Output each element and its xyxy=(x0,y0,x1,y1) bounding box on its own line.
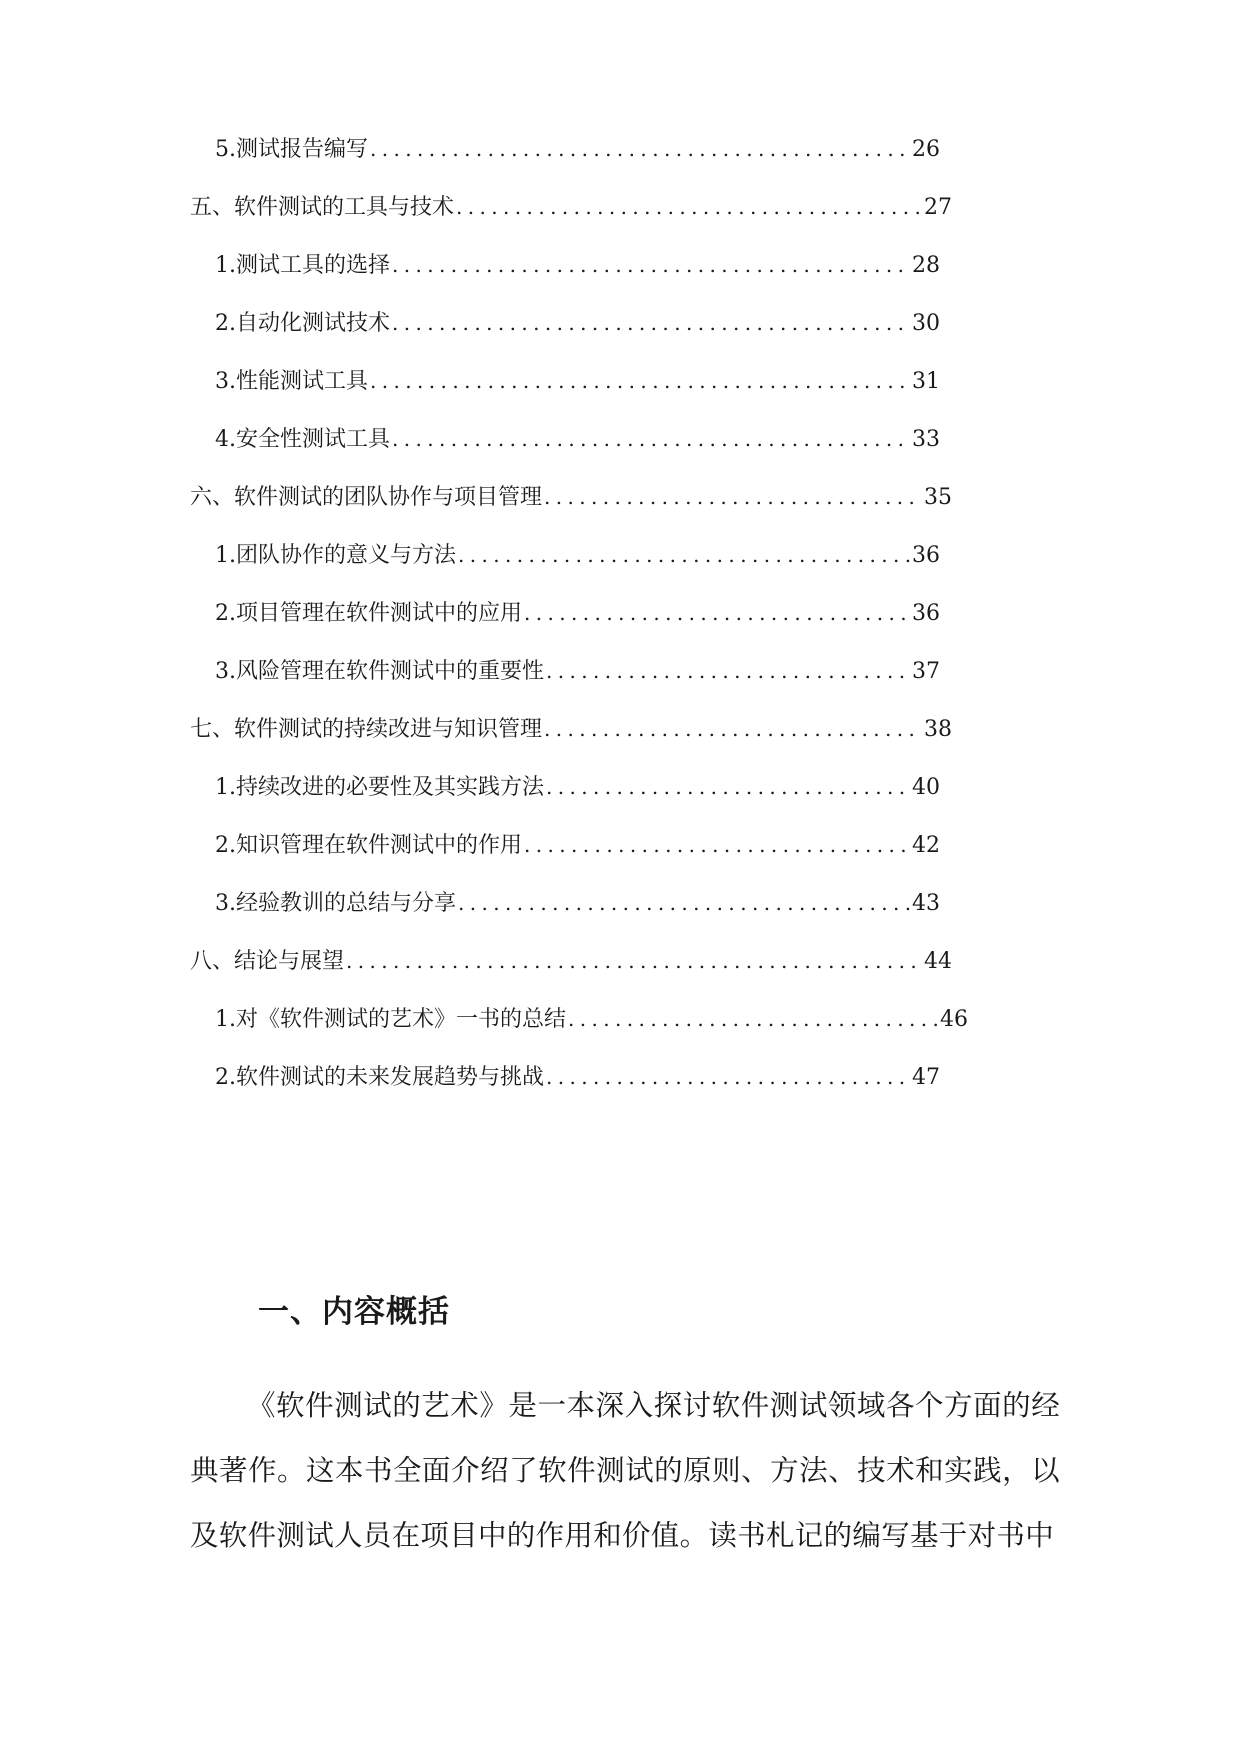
toc-entry-number: 3. xyxy=(215,891,236,916)
toc-entry-page-number: 43 xyxy=(912,891,940,916)
toc-entry-label: 测试报告编写 xyxy=(236,137,369,162)
toc-dot-leader xyxy=(542,711,922,747)
toc-entry[interactable] xyxy=(190,479,952,515)
toc-entry-number: 1. xyxy=(215,543,236,568)
section-paragraph: 《软件测试的艺术》是一本深入探讨软件测试领域各个方面的经典著作。这本书全面介绍了软件测试的原则、方法、技术和实践，以及软件测试人员在项目中的作用和价值。读书札记的编写基于对书中 xyxy=(190,1389,1060,1552)
toc-dot-leader xyxy=(390,247,910,283)
toc-entry-page-number: 27 xyxy=(924,195,952,220)
toc-entry-number: 3. xyxy=(215,659,236,684)
toc-entry-page-number: 42 xyxy=(912,833,940,858)
toc-entry-number: 1. xyxy=(215,1007,236,1032)
toc-entry-page-number: 44 xyxy=(924,949,952,974)
toc-entry-label: 知识管理在软件测试中的作用 xyxy=(236,833,523,858)
toc-entry-page-number: 36 xyxy=(912,543,940,568)
toc-entry-page-number: 40 xyxy=(912,775,940,800)
toc-entry[interactable] xyxy=(215,885,940,921)
toc-entry-number: 2. xyxy=(215,833,236,858)
toc-dot-leader xyxy=(544,1059,910,1095)
toc-entry[interactable] xyxy=(215,827,940,863)
toc-entry-number: 1. xyxy=(215,253,236,278)
toc-entry-label: 六、软件测试的团队协作与项目管理 xyxy=(190,485,543,510)
toc-dot-leader xyxy=(344,943,922,979)
toc-entry-page-number: 31 xyxy=(912,369,940,394)
toc-entry-label: 自动化测试技术 xyxy=(236,311,391,336)
toc-entry[interactable] xyxy=(190,711,952,747)
toc-entry-label: 对《软件测试的艺术》一书的总结 xyxy=(236,1007,567,1032)
toc-dot-leader xyxy=(544,653,910,689)
toc-entry[interactable] xyxy=(215,247,940,283)
section-heading: 一、内容概括 xyxy=(258,1294,450,1330)
toc-dot-leader xyxy=(544,769,910,805)
toc-entry-label: 七、软件测试的持续改进与知识管理 xyxy=(190,717,543,742)
toc-entry-label: 测试工具的选择 xyxy=(236,253,391,278)
toc-entry-page-number: 26 xyxy=(912,137,940,162)
toc-entry-label: 持续改进的必要性及其实践方法 xyxy=(236,775,545,800)
toc-entry-page-number: 30 xyxy=(912,311,940,336)
toc-dot-leader xyxy=(566,1001,938,1037)
toc-entry-label: 安全性测试工具 xyxy=(236,427,391,452)
toc-entry-number: 2. xyxy=(215,601,236,626)
toc-dot-leader xyxy=(456,537,910,573)
toc-entry[interactable] xyxy=(215,131,940,167)
toc-dot-leader xyxy=(522,827,910,863)
toc-dot-leader xyxy=(454,189,922,225)
toc-entry-label: 风险管理在软件测试中的重要性 xyxy=(236,659,545,684)
toc-entry-page-number: 46 xyxy=(940,1007,968,1032)
toc-dot-leader xyxy=(390,305,910,341)
toc-entry-label: 团队协作的意义与方法 xyxy=(236,543,457,568)
toc-entry-label: 八、结论与展望 xyxy=(190,949,345,974)
toc-dot-leader xyxy=(368,363,910,399)
toc-entry-number: 2. xyxy=(215,1065,236,1090)
toc-entry-label: 项目管理在软件测试中的应用 xyxy=(236,601,523,626)
toc-entry[interactable] xyxy=(215,653,940,689)
toc-dot-leader xyxy=(456,885,910,921)
toc-entry-page-number: 47 xyxy=(912,1065,940,1090)
toc-entry-label: 五、软件测试的工具与技术 xyxy=(190,195,455,220)
toc-entry[interactable] xyxy=(215,595,940,631)
toc-entry[interactable] xyxy=(215,1059,940,1095)
toc-entry[interactable] xyxy=(215,537,940,573)
toc-entry-number: 1. xyxy=(215,775,236,800)
toc-entry[interactable] xyxy=(215,363,940,399)
toc-entry-page-number: 28 xyxy=(912,253,940,278)
toc-entry[interactable] xyxy=(190,943,952,979)
toc-entry-number: 5. xyxy=(215,137,236,162)
toc-entry-page-number: 36 xyxy=(912,601,940,626)
toc-entry-page-number: 38 xyxy=(924,717,952,742)
toc-entry-label: 软件测试的未来发展趋势与挑战 xyxy=(236,1065,545,1090)
toc-entry[interactable] xyxy=(215,305,940,341)
toc-entry[interactable] xyxy=(215,1001,968,1037)
toc-entry-number: 2. xyxy=(215,311,236,336)
toc-dot-leader xyxy=(390,421,910,457)
toc-entry[interactable] xyxy=(190,189,952,225)
toc-entry-page-number: 37 xyxy=(912,659,940,684)
toc-entry-label: 经验教训的总结与分享 xyxy=(236,891,457,916)
toc-dot-leader xyxy=(542,479,922,515)
toc-entry[interactable] xyxy=(215,421,940,457)
toc-entry-page-number: 35 xyxy=(924,485,952,510)
toc-dot-leader xyxy=(368,131,910,167)
toc-entry[interactable] xyxy=(215,769,940,805)
toc-entry-number: 3. xyxy=(215,369,236,394)
toc-entry-number: 4. xyxy=(215,427,236,452)
toc-entry-label: 性能测试工具 xyxy=(236,369,369,394)
toc-dot-leader xyxy=(522,595,910,631)
toc-entry-page-number: 33 xyxy=(912,427,940,452)
